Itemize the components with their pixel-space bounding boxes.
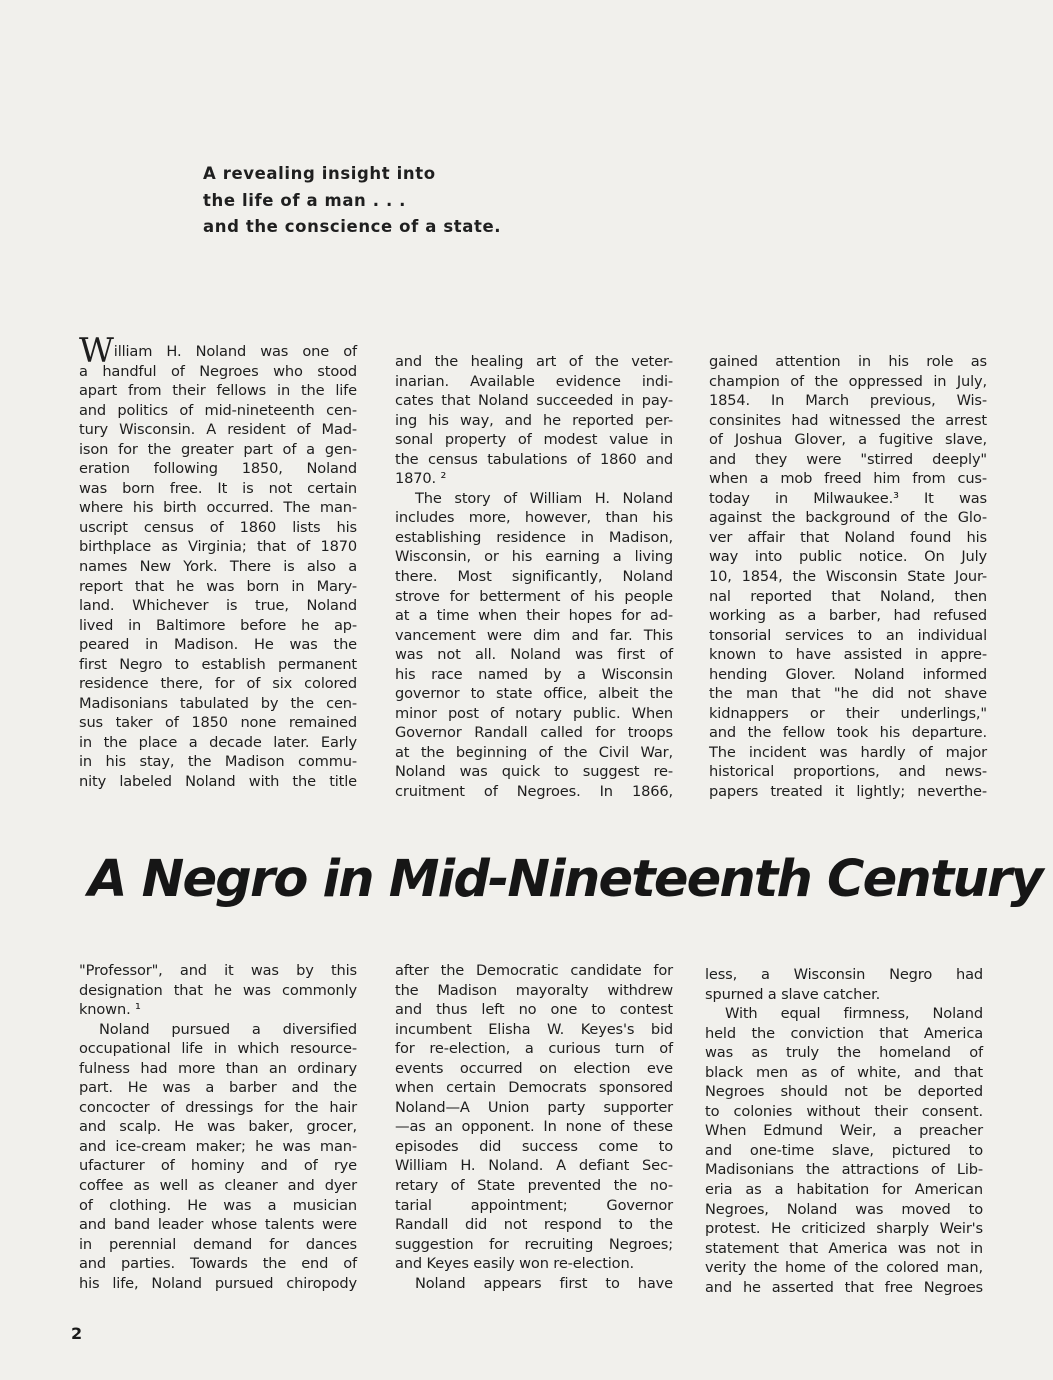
text-line: in the place a decade later. Early bbox=[79, 733, 357, 751]
text-line: of Joshua Glover, a fugitive slave, bbox=[709, 431, 987, 449]
upper-column-1 bbox=[79, 330, 357, 792]
text-line: peared in Madison. He was the bbox=[79, 636, 357, 654]
text-line: in perennial demand for dances bbox=[79, 1235, 357, 1253]
text-line: land. Whichever is true, Noland bbox=[79, 597, 357, 615]
text-line: and parties. Towards the end of bbox=[79, 1255, 357, 1273]
text-line: the man that "he did not shave bbox=[709, 685, 987, 703]
text-line: lived in Baltimore before he ap- bbox=[79, 616, 357, 634]
text-line: in his stay, the Madison commu- bbox=[79, 753, 357, 771]
text-line: at a time when their hopes for ad- bbox=[395, 607, 673, 625]
text-line: nal reported that Noland, then bbox=[709, 587, 987, 605]
text-line: residence there, for of six colored bbox=[79, 675, 357, 693]
text-line: way into public notice. On July bbox=[709, 548, 987, 566]
text-line: occupational life in which resource- bbox=[79, 1040, 357, 1058]
text-line: a handful of Negroes who stood bbox=[79, 362, 357, 380]
text-line: sonal property of modest value in bbox=[395, 431, 673, 449]
upper-column-2 bbox=[395, 352, 673, 802]
text-line: ufacturer of hominy and of rye bbox=[79, 1157, 357, 1175]
text-line: Noland appears first to have bbox=[415, 1274, 673, 1292]
text-line: 10, 1854, the Wisconsin State Jour- bbox=[709, 568, 987, 586]
text-line: ison for the greater part of a gen- bbox=[79, 440, 357, 458]
text-line: Wisconsin, or his earning a living bbox=[395, 548, 673, 566]
text-line: ing his way, and he reported per- bbox=[395, 411, 673, 429]
text-line: when a mob freed him from cus- bbox=[709, 470, 987, 488]
headline: A Negro in Mid-Nineteenth Century bbox=[88, 850, 1042, 909]
text-line: spurned a slave catcher. bbox=[705, 985, 881, 1003]
text-line: held the conviction that America bbox=[705, 1024, 983, 1042]
text-line: events occurred on election eve bbox=[395, 1059, 673, 1077]
text-line: tonsorial services to an individual bbox=[709, 626, 987, 644]
text-line: report that he was born in Mary- bbox=[79, 577, 357, 595]
text-line: the Madison mayoralty withdrew bbox=[395, 981, 673, 999]
text-line: tury Wisconsin. A resident of Mad- bbox=[79, 421, 357, 439]
text-line: for re-election, a curious turn of bbox=[395, 1040, 673, 1058]
text-line: was as truly the homeland of bbox=[705, 1044, 983, 1062]
text-line: eria as a habitation for American bbox=[705, 1181, 983, 1199]
text-line: consinites had witnessed the arrest bbox=[709, 411, 987, 429]
text-line: known. ¹ bbox=[79, 1001, 141, 1019]
text-line: where his birth occurred. The man- bbox=[79, 499, 357, 517]
text-line: suggestion for recruiting Negroes; bbox=[395, 1235, 673, 1253]
text-line: Noland was quick to suggest re- bbox=[395, 763, 673, 781]
text-line: the census tabulations of 1860 and bbox=[395, 450, 673, 468]
text-line: names New York. There is also a bbox=[79, 558, 357, 576]
text-line: concocter of dressings for the hair bbox=[79, 1098, 357, 1116]
text-line: first Negro to establish permanent bbox=[79, 655, 357, 673]
text-line: there. Most significantly, Noland bbox=[395, 568, 673, 586]
text-line: 1870. ² bbox=[395, 470, 447, 488]
text-line: —as an opponent. In none of these bbox=[395, 1118, 673, 1136]
text-line: inarian. Available evidence indi- bbox=[395, 372, 673, 390]
text-line: less, a Wisconsin Negro had bbox=[705, 966, 983, 983]
text-line: and he asserted that free Negroes bbox=[705, 1278, 983, 1296]
text-line: kidnappers or their underlings," bbox=[709, 704, 987, 722]
text-line: tarial appointment; Governor bbox=[395, 1196, 673, 1214]
text-line: William H. Noland. A defiant Sec- bbox=[395, 1157, 673, 1175]
text-line: cruitment of Negroes. In 1866, bbox=[395, 783, 673, 801]
text-line: apart from their fellows in the life bbox=[79, 382, 357, 400]
text-line: establishing residence in Madison, bbox=[395, 528, 673, 546]
lower-column-1 bbox=[79, 961, 357, 1293]
kicker-line: the life of a man . . . bbox=[203, 190, 407, 210]
text-line: and politics of mid-nineteenth cen- bbox=[79, 401, 357, 419]
text-line: governor to state office, albeit the bbox=[395, 685, 673, 703]
text-line: and scalp. He was baker, grocer, bbox=[79, 1118, 357, 1136]
text-line: gained attention in his role as bbox=[709, 353, 987, 370]
upper-column-3 bbox=[709, 352, 987, 802]
lower-column-3 bbox=[705, 965, 983, 1297]
text-line: against the background of the Glo- bbox=[709, 509, 987, 527]
kicker-line: A revealing insight into bbox=[203, 164, 436, 183]
text-line: incumbent Elisha W. Keyes's bid bbox=[395, 1020, 673, 1038]
text-line: was born free. It is not certain bbox=[79, 479, 357, 497]
text-line: Madisonians the attractions of Lib- bbox=[705, 1161, 983, 1179]
text-line: uscript census of 1860 lists his bbox=[79, 518, 357, 536]
text-line: Noland pursued a diversified bbox=[99, 1020, 357, 1038]
text-line: With equal firmness, Noland bbox=[725, 1005, 983, 1023]
text-line: known to have assisted in appre- bbox=[709, 646, 987, 664]
text-line: When Edmund Weir, a preacher bbox=[705, 1122, 983, 1140]
text-line: designation that he was commonly bbox=[79, 981, 357, 999]
text-line: cates that Noland succeeded in pay- bbox=[395, 392, 673, 410]
dropcap: W bbox=[79, 330, 114, 371]
text-line: after the Democratic candidate for bbox=[395, 962, 673, 979]
text-line: and they were "stirred deeply" bbox=[709, 450, 987, 468]
text-line: to colonies without their consent. bbox=[705, 1102, 983, 1120]
text-line: and one-time slave, pictured to bbox=[705, 1141, 983, 1159]
text-line: episodes did success come to bbox=[395, 1137, 673, 1155]
text-line: nity labeled Noland with the title bbox=[79, 773, 357, 791]
text-line: and thus left no one to contest bbox=[395, 1001, 673, 1019]
text-line: Randall did not respond to the bbox=[395, 1216, 673, 1234]
text-line: "Professor", and it was by this bbox=[79, 962, 357, 979]
text-line: 1854. In March previous, Wis- bbox=[709, 392, 987, 410]
text-line: working as a barber, had refused bbox=[709, 607, 987, 625]
text-line: Noland—A Union party supporter bbox=[395, 1098, 673, 1116]
text-line: and the fellow took his departure. bbox=[709, 724, 987, 742]
text-line: hending Glover. Noland informed bbox=[709, 665, 987, 683]
text-line: his life, Noland pursued chiropody bbox=[79, 1274, 357, 1292]
text-line: was not all. Noland was first of bbox=[395, 646, 673, 664]
text-line: strove for betterment of his people bbox=[395, 587, 673, 605]
text-line: champion of the oppressed in July, bbox=[709, 372, 987, 390]
text-line: eration following 1850, Noland bbox=[79, 460, 357, 478]
text-line: verity the home of the colored man, bbox=[705, 1259, 983, 1277]
text-line: includes more, however, than his bbox=[395, 509, 673, 527]
text-line: his race named by a Wisconsin bbox=[395, 665, 673, 683]
kicker-line: and the conscience of a state. bbox=[203, 217, 502, 236]
text-line: of clothing. He was a musician bbox=[79, 1196, 357, 1214]
text-line: minor post of notary public. When bbox=[395, 704, 673, 722]
text-line: part. He was a barber and the bbox=[79, 1079, 357, 1097]
lower-column-2 bbox=[395, 961, 673, 1293]
text-line: and the healing art of the veter- bbox=[395, 353, 673, 370]
text-line: vancement were dim and far. This bbox=[395, 626, 673, 644]
text-line: protest. He criticized sharply Weir's bbox=[705, 1220, 983, 1238]
text-line: retary of State prevented the no- bbox=[395, 1177, 673, 1195]
text-line: and ice-cream maker; he was man- bbox=[79, 1137, 357, 1155]
text-line: The incident was hardly of major bbox=[709, 743, 987, 761]
text-line: coffee as well as cleaner and dyer bbox=[79, 1177, 357, 1195]
text-line: Negroes, Noland was moved to bbox=[705, 1200, 983, 1218]
text-line: illiam H. Noland was one of bbox=[113, 343, 357, 360]
text-line: fulness had more than an ordinary bbox=[79, 1059, 357, 1077]
text-line: black men as of white, and that bbox=[705, 1063, 983, 1081]
text-line: and band leader whose talents were bbox=[79, 1216, 357, 1234]
page-number: 2 bbox=[71, 1324, 83, 1343]
text-line: Governor Randall called for troops bbox=[395, 724, 673, 742]
text-line: historical proportions, and news- bbox=[709, 763, 987, 781]
text-line: Madisonians tabulated by the cen- bbox=[79, 694, 357, 712]
text-line: ver affair that Noland found his bbox=[709, 528, 987, 546]
text-line: Negroes should not be deported bbox=[705, 1083, 983, 1101]
text-line: and Keyes easily won re-election. bbox=[395, 1255, 635, 1273]
text-line: when certain Democrats sponsored bbox=[395, 1079, 673, 1097]
text-line: today in Milwaukee.³ It was bbox=[709, 489, 987, 507]
text-line: The story of William H. Noland bbox=[415, 489, 673, 507]
text-line: papers treated it lightly; neverthe- bbox=[709, 783, 987, 801]
text-line: sus taker of 1850 none remained bbox=[79, 714, 357, 732]
text-line: birthplace as Virginia; that of 1870 bbox=[79, 538, 357, 556]
text-line: statement that America was not in bbox=[705, 1239, 983, 1257]
text-line: at the beginning of the Civil War, bbox=[395, 743, 673, 761]
kicker bbox=[203, 161, 501, 241]
